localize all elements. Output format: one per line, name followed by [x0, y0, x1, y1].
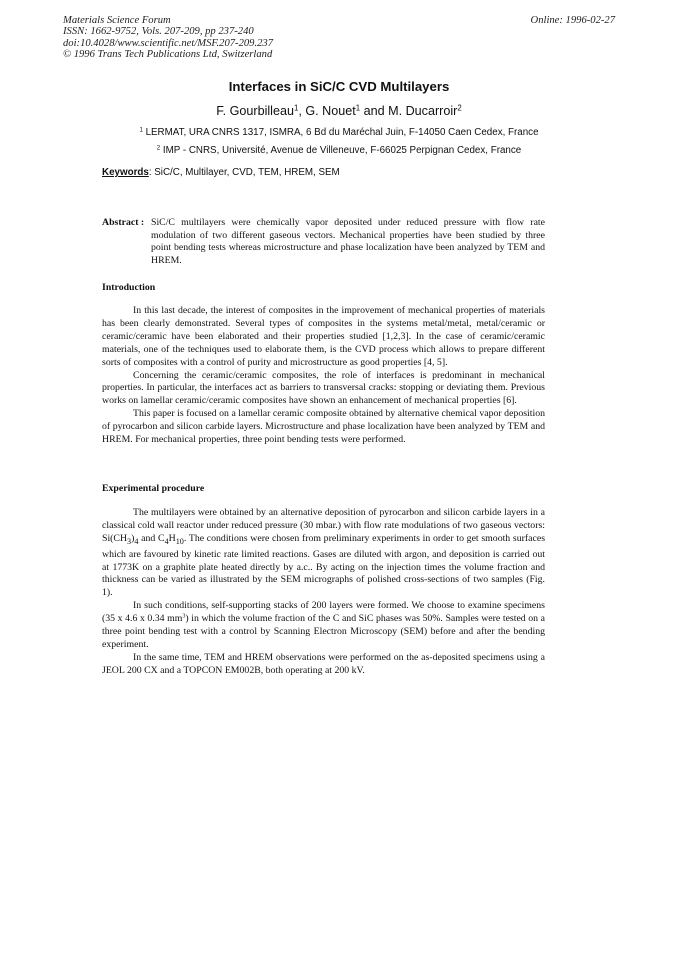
affiliation-1	[0, 127, 678, 138]
copyright-line: © 1996 Trans Tech Publications Ltd, Switzerland	[63, 49, 273, 61]
affiliation-mark: 2	[457, 103, 462, 113]
affiliation-mark: 1	[355, 103, 361, 113]
text-run: . The conditions were chosen from preliminary experiments in order to get smooth surfaces which are favoured by kinetic rate limited reactions. Gases are diluted with argon, and deposition is carried out at 1773K on a graphite plate heated directly by a.c.. By acting on the injection times the volume fraction and thickness can be varied as illustrated by the SEM micrographs of polished cross-sections of two samples (Fig. 1).	[102, 532, 546, 599]
keywords-label: Keywords	[102, 167, 149, 178]
text-run: The multilayers were obtained by an alternative deposition of pyrocarbon and silicon carbide layers in a classical cold wall reactor under reduced pressure (30 mbar.) with flow rate modulations of two gaseous vectors: Si(CH	[102, 507, 545, 544]
keywords	[102, 167, 340, 178]
abstract	[102, 217, 545, 267]
subscript: 3	[127, 536, 132, 546]
abstract-label: Abstract :	[102, 217, 145, 228]
text-run: ) in which the volume fraction of the C and SiC phases was 50%. Samples were tested on a three point bending test with a control by Scanning Electron Microscopy (SEM) before and after the bending experiment.	[102, 613, 546, 651]
superscript: 3	[182, 613, 186, 620]
subscript: 4	[134, 536, 139, 546]
author-name: F. Gourbilleau	[216, 104, 294, 118]
affiliation-mark: 1	[139, 127, 143, 134]
section-heading-experimental: Experimental procedure	[102, 483, 205, 494]
doi-line: doi:10.4028/www.scientific.net/MSF.207-209.237	[63, 37, 273, 49]
journal-header	[63, 15, 615, 61]
keywords-text: : SiC/C, Multilayer, CVD, TEM, HREM, SEM	[148, 167, 340, 178]
author-name: and M. Ducarroir	[360, 104, 458, 118]
online-date: Online: 1996-02-27	[530, 15, 615, 26]
paragraph: In this last decade, the interest of composites in the improvement of mechanical properties of materials has been clearly demonstrated. Several types of composites in the systems metal/metal, metal/ceramic or ceramic/ceramic have been elaborated and their properties studied [1,2,3]. In the case of ceramic/ceramic materials, one of the techniques used to elaborate them, is the CVD process which allows to prepare different sorts of composites with a control of purity and microstructure as good properties [4, 5].	[102, 305, 545, 368]
text-run: In such conditions, self-supporting stacks of 200 layers were formed. We choose to examine specimens (35 x 4.6 x 0.34 mm	[102, 600, 545, 625]
paragraph: Concerning the ceramic/ceramic composites, the role of interfaces is predominant in mechanical properties. In particular, the interfaces act as barriers to transversal cracks: stopping or deviating them. Previous works on lamellar ceramic/ceramic composites have shown an enhancement of mechanical properties [6].	[102, 369, 545, 407]
affiliation-mark: 1	[293, 103, 299, 113]
affiliation-text: LERMAT, URA CNRS 1317, ISMRA, 6 Bd du Maréchal Juin, F-14050 Caen Cedex, France	[142, 127, 539, 138]
subscript: 4	[164, 536, 169, 546]
paper-title: Interfaces in SiC/C CVD Multilayers	[228, 79, 450, 94]
affiliation-mark: 2	[156, 145, 161, 152]
paragraph: In the same time, TEM and HREM observations were performed on the as-deposited specimens using a JEOL 200 CX and a TOPCON EM002B, both operating at 200 kV.	[102, 651, 545, 676]
affiliation-2	[0, 145, 678, 156]
subscript: 10	[175, 536, 184, 546]
text-run: and C	[138, 532, 165, 544]
issn-line: ISSN: 1662-9752, Vols. 207-209, pp 237-240	[63, 26, 254, 38]
paragraph: This paper is focused on a lamellar ceramic composite obtained by alternative chemical vapor deposition of pyrocarbon and silicon carbide layers. Microstructure and phase localization have been analyzed by TEM and HREM. For mechanical properties, three point bending tests were performed.	[102, 408, 545, 446]
author-list	[0, 104, 678, 118]
section-heading-introduction: Introduction	[102, 282, 156, 293]
author-name: , G. Nouet	[298, 104, 356, 118]
introduction-body	[102, 305, 545, 447]
paragraph	[102, 507, 545, 600]
affiliation-text: IMP - CNRS, Université, Avenue de Villeneuve, F-66025 Perpignan Cedex, France	[160, 145, 522, 156]
paragraph	[102, 600, 545, 652]
text-run: )	[131, 532, 135, 544]
text-run: H	[168, 532, 176, 544]
experimental-body	[102, 507, 545, 678]
abstract-text: SiC/C multilayers were chemically vapor deposited under reduced pressure with flow rate modulation of two different gaseous vectors. Mechanical properties have been studied by three point bending tests whereas microstructure and phase localization have been analyzed by TEM and HREM.	[151, 217, 545, 266]
journal-name: Materials Science Forum	[63, 15, 171, 26]
